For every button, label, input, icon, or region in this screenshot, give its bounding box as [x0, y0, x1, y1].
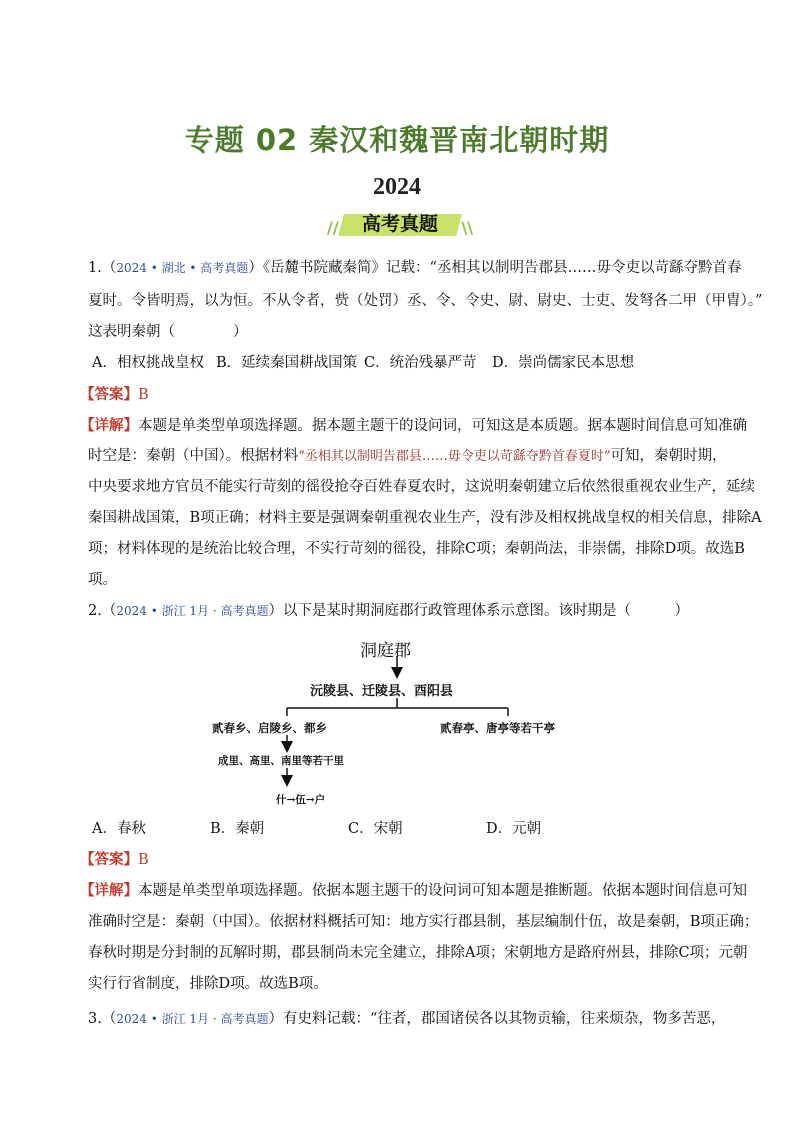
- q1-detail-2c: 可知，秦朝时期，: [610, 448, 727, 464]
- diagram-shiwu: 什→伍→户: [276, 794, 326, 806]
- q2-answer-label: 【答案】: [80, 851, 138, 868]
- year-heading: 2024: [373, 174, 421, 200]
- q1-answer: [80, 385, 720, 405]
- q2-detail-2: 准确时空是：秦朝（中国）。依据材料概括可知：地方实行郡县制，基层编制什伍，故是秦朝，B项正确；: [88, 914, 759, 930]
- diagram-xiang: 贰春乡、启陵乡、都乡: [212, 721, 327, 735]
- q2-option-c[interactable]: C．宋朝: [348, 821, 403, 837]
- q2-detail-label: 【详解】: [80, 882, 138, 899]
- q3-source: 2024 • 浙江 1月 · 高考真题: [116, 1012, 269, 1026]
- q1-detail-4: 秦国耕战国策，B项正确；材料主要是强调秦朝重视农业生产，没有涉及相权挑战皇权的相关信息，排除A: [88, 510, 762, 526]
- q1-line1: [88, 258, 742, 278]
- q1-option-a[interactable]: A．相权挑战皇权: [92, 355, 204, 371]
- q3-number: 3.（: [88, 1011, 117, 1027]
- q1-detail-2: [88, 446, 728, 467]
- banner-right-mark: \\: [461, 218, 473, 237]
- q1-detail-6: 项。: [88, 572, 117, 588]
- q2-detail-3: 春秋时期是分封制的瓦解时期，郡县制尚未完全建立，排除A项；宋朝地方是路府州县，排除C项；元朝: [88, 945, 748, 961]
- q2-detail-4: 实行行省制度，排除D项。故选B项。: [88, 976, 328, 992]
- q2-answer-value: B: [138, 852, 149, 868]
- q1-option-b[interactable]: B．延续秦国耕战国策: [216, 355, 358, 371]
- q1-options: [92, 353, 732, 373]
- q1-detail-1: [80, 416, 747, 436]
- diagram-jun: 洞庭郡: [360, 641, 411, 661]
- q1-detail-label: 【详解】: [80, 417, 138, 434]
- q1-line3: 这表明秦朝（ ）: [88, 324, 248, 340]
- q3-line1: [88, 1009, 728, 1029]
- diagram-counties: 沅陵县、迁陵县、酉阳县: [310, 684, 454, 699]
- q1-answer-label: 【答案】: [80, 386, 138, 403]
- banner-left-mark: //: [327, 218, 339, 237]
- q2-options: [92, 819, 732, 839]
- admin-hierarchy-diagram: [212, 632, 582, 810]
- q2-number: 2.（: [88, 603, 117, 619]
- q1-detail-text-1: 本题是单类型单项选择题。据本题主题干的设问词，可知这是本质题。据本题时间信息可知准确: [138, 418, 747, 434]
- q3-stem: 有史料记载：“往者，郡国诸侯各以其物贡输，往来烦杂，物多苦恶，: [282, 1011, 726, 1027]
- page-title: 专题 02 秦汉和魏晋南北朝时期: [184, 123, 610, 157]
- q2-source-close: ）: [268, 603, 283, 619]
- q2-detail-text-1: 本题是单类型单项选择题。依据本题主题干的设问词可知本题是推断题。依据本题时间信息可知: [138, 883, 747, 899]
- q1-quote: “丞相其以制明告郡县……毋令吏以苛繇夺黔首春夏时”: [298, 449, 611, 464]
- q1-line2: 夏时。令皆明焉，以为恒。不从令者，赀（处罚）丞、令、令史、尉、尉史、士吏、发弩各二甲（甲胄）。”: [88, 293, 763, 309]
- q2-option-b[interactable]: B．秦朝: [210, 821, 265, 837]
- q1-option-c[interactable]: C．统治残暴严苛: [364, 355, 477, 371]
- q1-detail-3: 中央要求地方官员不能实行苛刻的徭役抢夺百姓春夏农时，这说明秦朝建立后依然很重视农业生产，延续: [88, 479, 755, 495]
- q1-number: 1.（: [88, 260, 117, 276]
- q2-detail-1: [80, 881, 747, 901]
- banner-text: 高考真题: [361, 213, 438, 235]
- diagram-li: 成里、高里、南里等若干里: [218, 755, 344, 767]
- diagram-ting: 贰春亭、唐亭等若干亭: [440, 721, 555, 735]
- q1-stem-1: 《岳麓书院藏秦简》记载：“丞相其以制明告郡县……毋令吏以苛繇夺黔首春: [262, 260, 742, 276]
- q1-detail-2a: 时空是：秦朝（中国）。根据材料: [88, 448, 299, 464]
- q2-option-a[interactable]: A．春秋: [92, 821, 146, 837]
- q1-detail-5: 项；材料体现的是统治比较合理，不实行苛刻的徭役，排除C项；秦朝尚法，非崇儒，排除D项。故选B: [88, 541, 745, 557]
- q2-answer: [80, 850, 720, 870]
- q1-answer-value: B: [138, 387, 149, 403]
- q2-stem: 以下是某时期洞庭郡行政管理体系示意图。该时期是（ ）: [282, 603, 689, 619]
- q2-line1: [88, 601, 728, 621]
- q1-source: 2024 • 湖北 • 高考真题: [116, 261, 249, 275]
- q1-source-close: ）: [248, 260, 263, 276]
- q3-source-close: ）: [268, 1011, 283, 1027]
- section-banner: [327, 204, 473, 240]
- q2-option-d[interactable]: D．元朝: [486, 821, 542, 837]
- q2-source: 2024 • 浙江 1月 · 高考真题: [116, 604, 269, 618]
- q1-option-d[interactable]: D．崇尚儒家民本思想: [492, 355, 635, 371]
